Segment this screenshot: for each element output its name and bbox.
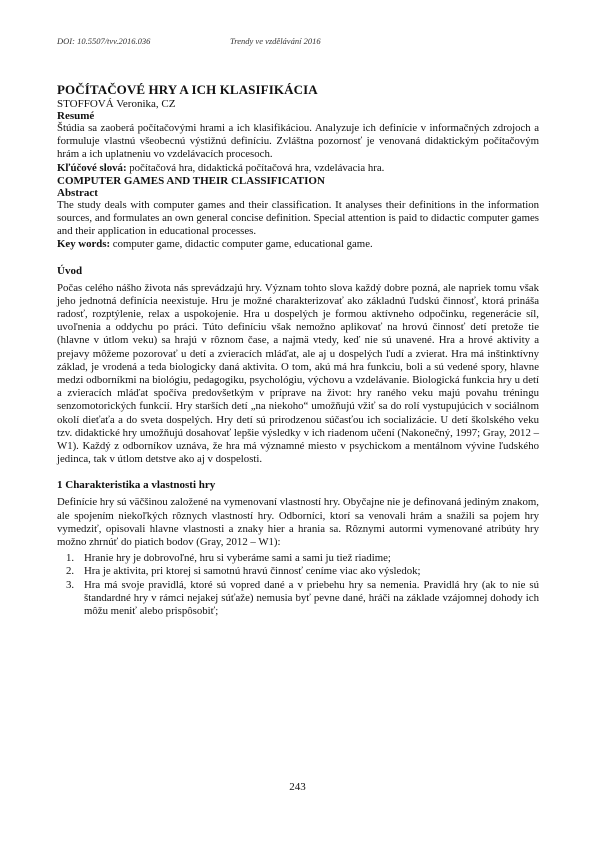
list-item-number: 2.	[66, 565, 75, 578]
resume-keywords	[57, 162, 539, 175]
resume-text: Štúdia sa zaoberá počítačovými hrami a ich klasifikáciou. Analyzuje ich definície v informačných zdrojoch a formuluje vlastnú všeobecnú výstižnú definíciu. Zvláštna pozornosť je venovaná didaktickým počítačovým hrám a ich uplatneniu vo vzdelávacích procesoch.	[57, 122, 539, 161]
english-title: COMPUTER GAMES AND THEIR CLASSIFICATION	[57, 174, 325, 187]
english-keywords-label: Key words:	[57, 238, 111, 251]
english-keywords-value: computer game, didactic computer game, educational game.	[110, 238, 373, 251]
english-keywords	[57, 238, 539, 251]
running-header	[57, 36, 539, 48]
article-body	[57, 82, 539, 618]
journal-name: Trendy ve vzdělávání 2016	[230, 36, 321, 46]
list-item-number: 3.	[66, 578, 75, 591]
list-item-text: Hranie hry je dobrovoľné, hru si vyberáme sami a sami ju tiež riadime;	[84, 552, 391, 565]
article-author: STOFFOVÁ Veronika, CZ	[57, 98, 176, 110]
list-item	[57, 579, 539, 619]
intro-heading: Úvod	[57, 264, 83, 277]
page-number: 243	[289, 781, 306, 793]
resume-keywords-label: Kľúčové slová:	[57, 161, 127, 174]
section1-text: Definície hry sú väčšinou založené na vymenovaní vlastností hry. Obyčajne nie je definovaná jediným znakom, ale spojením niekoľkých rôznych vlastností hry. Odborníci, ktorí sa venovali hrám a snažili sa pojem hry vymedziť, opisovali hlavne vlastnosti a znaky hier a hrania sa. Rôznymi autormi vymenované atribúty hry možno zhrnúť do piatich bodov (Gray, 2012 – W1):	[57, 496, 540, 549]
list-item-number: 1.	[66, 552, 75, 565]
list-item-text: Hra je aktivita, pri ktorej si samotnú hravú činnosť ceníme viac ako výsledok;	[84, 565, 421, 578]
doi-label: DOI: 10.5507/tvv.2016.036	[57, 36, 151, 46]
list-item	[57, 552, 539, 565]
abstract-heading: Abstract	[57, 186, 98, 199]
resume-heading: Resumé	[57, 110, 95, 122]
list-item	[57, 565, 539, 578]
section1-heading: 1 Charakteristika a vlastnosti hry	[57, 479, 216, 492]
intro-text: Počas celého nášho života nás sprevádzajú hry. Význam tohto slova každý dobre pozná, ale napriek tomu však jeho jednotná definícia neexistuje. Hru je možné charakterizovať ako základnú ľudskú činnosť, ktorá prináša radosť, rozptýlenie, relax a uspokojenie. Hra u dospelých je formou aktívneho odpočinku, regenerácie síl, uvoľnenia a oddychu po práci. Túto definíciu však nemožno aplikovať na hrovú činnosť detí pretože tie (hlavne v útlom veku) sa hrajú v rôznom čase, a najmä vtedy, keď nie sú unavené. Hra a hrové aktivity a prejavy môžeme pozorovať u detí a zvieracích mláďat, ale aj u dospelých ľudí a zvierat. Hra má inštinktívny základ, je vrodená a teda biologicky daná aktivita. O tom, akú má hra funkciu, boli a sú vedené spory, hlavne medzi odborníkmi na biológiu, pedagogiku, psychológiu, výchovu a vzdelávanie. Biologická funkcia hry u detí a zvieracích mláďat spočíva predovšetkým v príprave na život: hry raného veku majú povahu tréningu senzomotorických funkcií. Hry starších detí „na niekoho“ umožňujú vžiť sa do rolí vystupujúcich v sociálnom okolí dieťaťa a do sveta dospelých. Hry detí sú prirodzenou súčasťou ich socializácie. U detí školského veku tzv. didaktické hry umožňujú dosahovať lepšie výsledky v ich riadenom učení (Nakonečný, 1997; Gray, 2012 – W1). Každý z odborníkov uznáva, že hra má významné miesto v psychickom a mentálnom vývine ľudského jedinca, tak v útlom detstve ako aj v dospelosti.	[57, 281, 539, 466]
article-title: POČÍTAČOVÉ HRY A ICH KLASIFIKÁCIA	[57, 82, 318, 97]
attributes-list	[57, 552, 539, 618]
list-item-text: Hra má svoje pravidlá, ktoré sú vopred dané a v priebehu hry sa nemenia. Pravidlá hry (ak to nie sú štandardné hry v rámci nejakej súťaže) nemusia byť pevne dané, hráči na základe vzájomnej dohody ich môžu meniť alebo prispôsobiť;	[84, 578, 539, 618]
abstract-text: The study deals with computer games and their classification. It analyses their definitions in the information sources, and formulates an own general concise definition. Special attention is paid to didactic computer games and their application in educational processes.	[57, 198, 539, 238]
resume-keywords-value: počítačová hra, didaktická počítačová hra, vzdelávacia hra.	[126, 161, 385, 174]
